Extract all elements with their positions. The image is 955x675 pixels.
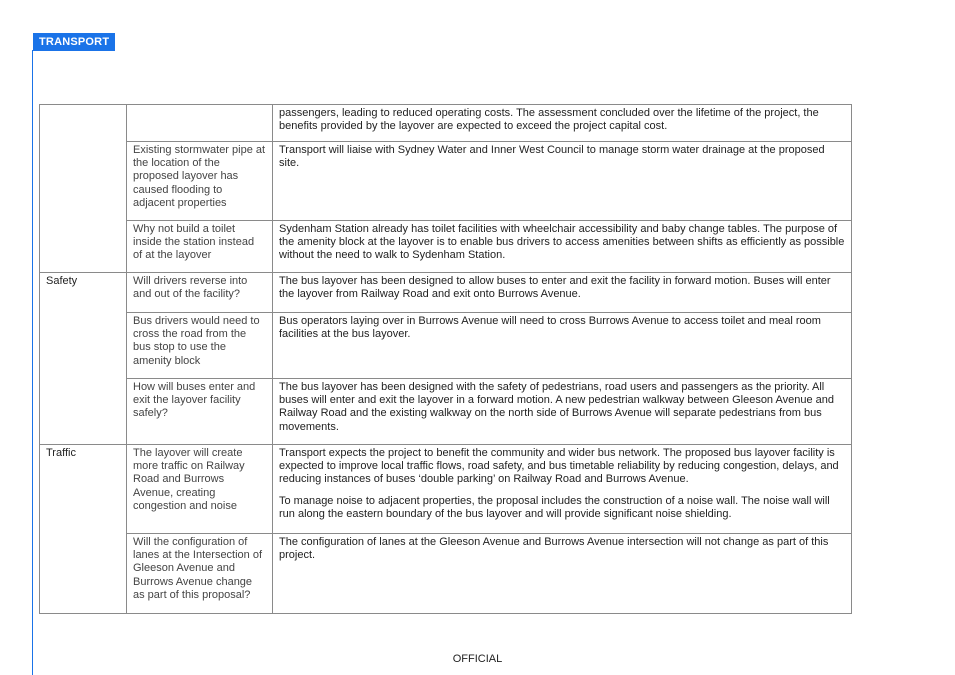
table-row (40, 142, 852, 221)
topic-cell (40, 105, 127, 273)
table-row (40, 313, 852, 379)
issue-cell: The layover will create more traffic on Railway Road and Burrows Avenue, creating congestion and noise (127, 445, 273, 534)
response-cell (273, 379, 852, 445)
response-cell (273, 534, 852, 614)
issue-cell (127, 105, 273, 142)
brand-tag: TRANSPORT (33, 33, 115, 51)
response-cell (273, 445, 852, 534)
response-paragraph: Transport expects the project to benefit the community and wider bus network. The proposed bus layover facility is expected to improve local traffic flows, road safety, and bus timetable reliability by reducing congestion, delays, and reducing instances of buses ‘double parking’ on Railway Road and Burrows Avenue. (279, 447, 839, 486)
response-paragraph: The bus layover has been designed with the safety of pedestrians, road users and passengers as the priority. All buses will enter and exit the layover in a forward motion. A new pedestrian walkway between Gleeson Avenue and Railway Road and the existing walkway on the north side of Burrows Avenue will separate pedestrians from bus movements. (279, 381, 835, 433)
response-cell (273, 221, 852, 273)
response-paragraph: Sydenham Station already has toilet facilities with wheelchair accessibility and baby change tables. The purpose of the amenity block at the layover is to enable bus drivers to access amenities between shifts as efficiently as possible without the need to walk to Sydenham Station. (279, 223, 845, 262)
response-cell (273, 142, 852, 221)
response-paragraph: The configuration of lanes at the Gleeson Avenue and Burrows Avenue intersection will not change as part of this project. (279, 536, 829, 562)
response-paragraph: passengers, leading to reduced operating costs. The assessment concluded over the lifetime of the project, the benefits provided by the layover are expected to exceed the project capital cost. (279, 107, 819, 133)
table-row (40, 379, 852, 445)
left-margin-rule (32, 50, 33, 675)
classification-footer: OFFICIAL (452, 653, 503, 665)
response-cell (273, 313, 852, 379)
topic-cell: Safety (40, 273, 127, 445)
issue-cell: How will buses enter and exit the layover facility safely? (127, 379, 273, 445)
response-paragraph: The bus layover has been designed to allow buses to enter and exit the facility in forward motion. Buses will enter the layover from Railway Road and exit onto Burrows Avenue. (279, 275, 831, 301)
issue-cell: Bus drivers would need to cross the road from the bus stop to use the amenity block (127, 313, 273, 379)
feedback-response-table (39, 104, 852, 614)
table-row (40, 221, 852, 273)
response-cell (273, 105, 852, 142)
table-row (40, 105, 852, 142)
issue-cell: Will drivers reverse into and out of the facility? (127, 273, 273, 313)
response-paragraph: Bus operators laying over in Burrows Avenue will need to cross Burrows Avenue to access toilet and meal room facilities at the bus layover. (279, 315, 821, 341)
table-row (40, 534, 852, 614)
table-row (40, 445, 852, 534)
table-row (40, 273, 852, 313)
response-paragraph: Transport will liaise with Sydney Water and Inner West Council to manage storm water drainage at the proposed site. (279, 144, 825, 170)
issue-cell: Why not build a toilet inside the station instead of at the layover (127, 221, 273, 273)
response-paragraph: To manage noise to adjacent properties, the proposal includes the construction of a noise wall. The noise wall will run along the eastern boundary of the bus layover and will provide significant noise shielding. (279, 494, 830, 520)
response-cell (273, 273, 852, 313)
issue-cell: Will the configuration of lanes at the Intersection of Gleeson Avenue and Burrows Avenue change as part of this proposal? (127, 534, 273, 614)
topic-cell: Traffic (40, 445, 127, 614)
issue-cell: Existing stormwater pipe at the location of the proposed layover has caused flooding to adjacent properties (127, 142, 273, 221)
